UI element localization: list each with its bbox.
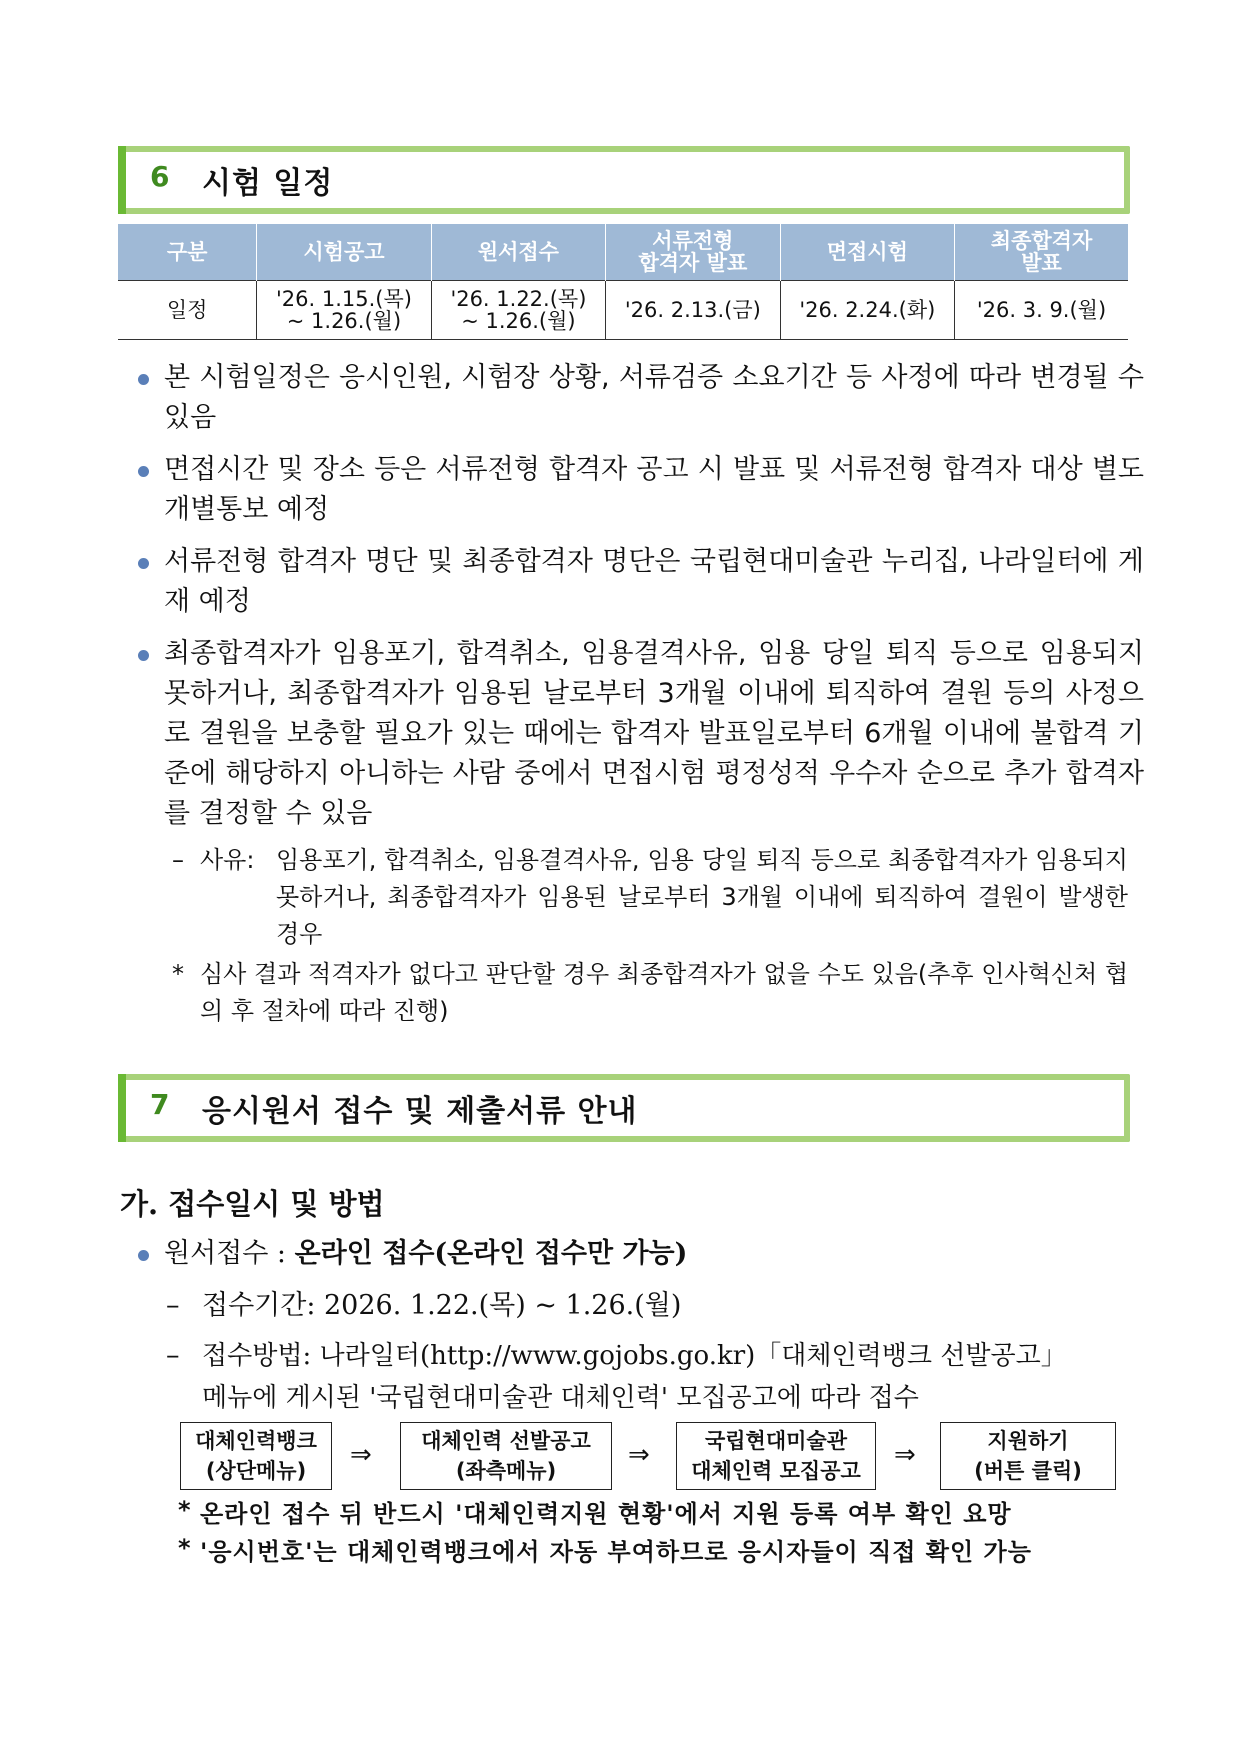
bullet-icon (138, 558, 149, 569)
apply-item (138, 1234, 1138, 1274)
apply-period: 접수기간: 2026. 1.22.(목) ~ 1.26.(월) (202, 1290, 682, 1321)
col-header-final-result: 최종합격자 발표 (955, 224, 1128, 281)
flow-step-line: 대체인력 모집공고 (691, 1459, 861, 1483)
bullet-icon (138, 1250, 149, 1261)
bullet-icon (138, 374, 149, 385)
table-cell: '26. 2.13.(금) (606, 281, 780, 340)
period-dash: – (166, 1290, 180, 1321)
method-dash: – (166, 1340, 180, 1371)
footnote-mark: * (178, 1496, 191, 1524)
table-cell: '26. 2.24.(화) (780, 281, 954, 340)
schedule-table (118, 224, 1128, 340)
note-text: 면접시간 및 장소 등은 서류전형 합격자 공고 시 발표 및 서류전형 합격자 대상 별도 개별통보 예정 (164, 454, 1144, 525)
apply-method-line1: 접수방법: 나라일터(http://www.gojobs.go.kr)「대체인력뱅크 선발공고」 (202, 1341, 1067, 1371)
flow-step-line: 대체인력 선발공고 (421, 1429, 591, 1453)
reason-label: 사유: (200, 846, 255, 874)
note-text: 본 시험일정은 응시인원, 시험장 상황, 서류검증 소요기간 등 사정에 따라 변경될 수 있음 (164, 362, 1144, 433)
flow-step-museum-notice (676, 1422, 876, 1490)
bullet-icon (138, 466, 149, 477)
flow-step-apply (940, 1422, 1116, 1490)
reason-text: 임용포기, 합격취소, 임용결격사유, 임용 당일 퇴직 등으로 최종합격자가 임용되지 못하거나, 최종합격자가 임용된 날로부터 3개월 이내에 퇴직하여 결원이 발생한 경우 (276, 846, 1128, 948)
section-bar-accent (118, 1074, 126, 1142)
section-title: 시험 일정 (202, 166, 334, 201)
flow-step-line: 국립현대미술관 (704, 1429, 847, 1453)
col-header-application: 원서접수 (431, 224, 605, 281)
col-header-interview: 면접시험 (780, 224, 954, 281)
section-7-header (118, 1074, 1130, 1142)
arrow-right-icon: ⇒ (350, 1440, 372, 1470)
reason-dash: – (172, 846, 184, 874)
asterisk-note-text: 심사 결과 적격자가 없다고 판단할 경우 최종합격자가 없을 수도 있음(추후 인사혁신처 협의 후 절차에 따라 진행) (200, 960, 1128, 1025)
flow-step-line: (상단메뉴) (205, 1459, 307, 1483)
footnote-mark: * (178, 1534, 191, 1562)
footnote-text: 온라인 접수 뒤 반드시 '대체인력지원 현황'에서 지원 등록 여부 확인 요망 (200, 1500, 1012, 1528)
section-6-header (118, 146, 1130, 214)
row-label-schedule: 일정 (118, 281, 257, 340)
section-bar-accent (118, 146, 126, 214)
section-number: 6 (150, 160, 170, 193)
footnote-text: '응시번호'는 대체인력뱅크에서 자동 부여하므로 응시자들이 직접 확인 가능 (200, 1538, 1032, 1566)
col-header-notice: 시험공고 (257, 224, 431, 281)
note-text: 최종합격자가 임용포기, 합격취소, 임용결격사유, 임용 당일 퇴직 등으로 임용되지 못하거나, 최종합격자가 임용된 날로부터 3개월 이내에 퇴직하여 결원 등의 사정으로 결원을 보충할 필요가 있는 때에는 합격자 발표일로부터 6개월 이내에 불합격 기준에 해당하지 아니하는 사람 중에서 면접시험 평정성적 우수자 순으로 추가 합격자를 결정할 수 있음 (164, 638, 1144, 829)
flow-step-line: 지원하기 (987, 1429, 1069, 1453)
section-title: 응시원서 접수 및 제출서류 안내 (202, 1094, 638, 1129)
note-text: 서류전형 합격자 명단 및 최종합격자 명단은 국립현대미술관 누리집, 나라일터에 게재 예정 (164, 546, 1144, 617)
arrow-right-icon: ⇒ (894, 1440, 916, 1470)
table-cell: '26. 3. 9.(월) (955, 281, 1128, 340)
table-cell: '26. 1.15.(목) ~ 1.26.(월) (257, 281, 431, 340)
apply-value: 온라인 접수(온라인 접수만 가능) (294, 1238, 688, 1269)
table-cell: '26. 1.22.(목) ~ 1.26.(월) (431, 281, 605, 340)
col-header-category: 구분 (118, 224, 257, 281)
apply-label: 원서접수 : (164, 1238, 295, 1269)
flow-step-line: (좌측메뉴) (455, 1459, 557, 1483)
flow-step-selection-notice (400, 1422, 612, 1490)
flow-step-substitute-bank (180, 1422, 332, 1490)
section-number: 7 (150, 1088, 170, 1121)
sub-heading: 가. 접수일시 및 방법 (120, 1187, 385, 1221)
apply-method-line2: 메뉴에 게시된 '국립현대미술관 대체인력' 모집공고에 따라 접수 (202, 1383, 919, 1413)
bullet-icon (138, 650, 149, 661)
arrow-right-icon: ⇒ (628, 1440, 650, 1470)
col-header-document-result: 서류전형 합격자 발표 (606, 224, 780, 281)
asterisk-mark: * (172, 960, 184, 988)
flow-step-line: (버튼 클릭) (974, 1459, 1082, 1483)
flow-step-line: 대체인력뱅크 (195, 1429, 317, 1453)
